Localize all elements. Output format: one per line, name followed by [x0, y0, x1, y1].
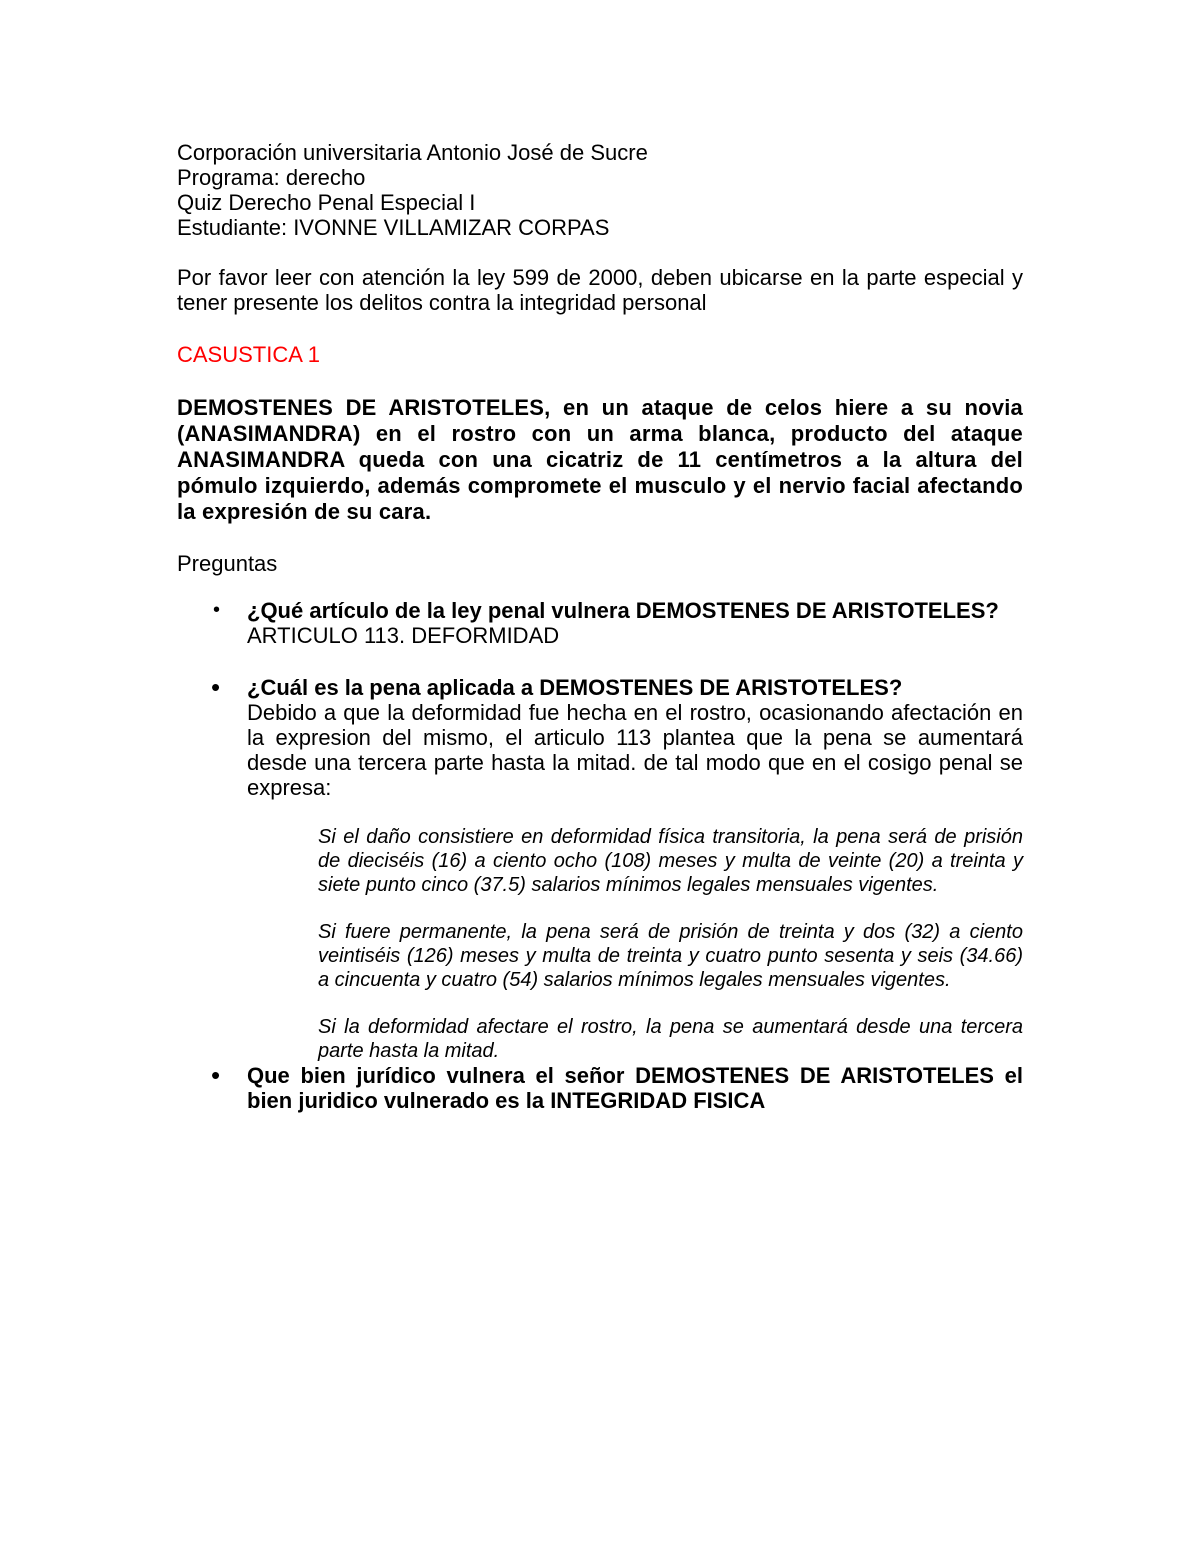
bullet-icon: •	[211, 672, 221, 702]
legal-quote: Si fuere permanente, la pena será de prisión de treinta y dos (32) a ciento veintiséis (126) meses y multa de treinta y cuatro punto sesenta y seis (34.66) a cincuenta y cuatro (54) salarios mínimos legales mensuales vigentes.	[318, 921, 1023, 991]
bullet-icon: •	[213, 599, 221, 621]
questions-label: Preguntas	[177, 551, 278, 576]
quiz-title: Quiz Derecho Penal Especial I	[177, 190, 476, 215]
case-description: DEMOSTENES DE ARISTOTELES, en un ataque de celos hiere a su novia (ANASIMANDRA) en el rostro con un arma blanca, producto del ataque ANASIMANDRA queda con una cicatriz de 11 centímetros a la altura del pómulo izquierdo, además compromete el musculo y el nervio facial afectando la expresión de su cara.	[177, 395, 1023, 524]
answer-text: Debido a que la deformidad fue hecha en el rostro, ocasionando afectación en la expresion del mismo, el articulo 113 plantea que la pena se aumentará desde una tercera parte hasta la mitad. de tal modo que en el cosigo penal se expresa:	[247, 700, 1023, 800]
answer-text: ARTICULO 113. DEFORMIDAD	[247, 623, 560, 648]
institution-name: Corporación universitaria Antonio José de Sucre	[177, 140, 648, 165]
question-text: ¿Cuál es la pena aplicada a DEMOSTENES DE ARISTOTELES?	[247, 675, 903, 700]
document-header	[177, 140, 1023, 240]
program-name: Programa: derecho	[177, 165, 366, 190]
question-item	[177, 598, 1023, 648]
legal-quote-block	[247, 825, 1023, 1063]
intro-paragraph: Por favor leer con atención la ley 599 de 2000, deben ubicarse en la parte especial y tener presente los delitos contra la integridad personal	[177, 265, 1023, 315]
student-name: Estudiante: IVONNE VILLAMIZAR CORPAS	[177, 215, 610, 240]
legal-quote: Si el daño consistiere en deformidad física transitoria, la pena será de prisión de dieciséis (16) a ciento ocho (108) meses y multa de veinte (20) a treinta y siete punto cinco (37.5) salarios mínimos legales mensuales vigentes.	[318, 826, 1023, 896]
bullet-icon: •	[211, 1060, 221, 1090]
question-item	[177, 1060, 1023, 1113]
question-text: Que bien jurídico vulnera el señor DEMOSTENES DE ARISTOTELES el bien juridico vulnerado es la INTEGRIDAD FISICA	[247, 1063, 1023, 1113]
document-page	[177, 140, 1023, 1113]
questions-list	[177, 598, 1023, 1113]
question-text: ¿Qué artículo de la ley penal vulnera DEMOSTENES DE ARISTOTELES?	[247, 598, 999, 623]
legal-quote: Si la deformidad afectare el rostro, la pena se aumentará desde una tercera parte hasta la mitad.	[318, 1016, 1023, 1062]
case-title: CASUSTICA 1	[177, 342, 321, 367]
question-item	[177, 672, 1023, 1063]
